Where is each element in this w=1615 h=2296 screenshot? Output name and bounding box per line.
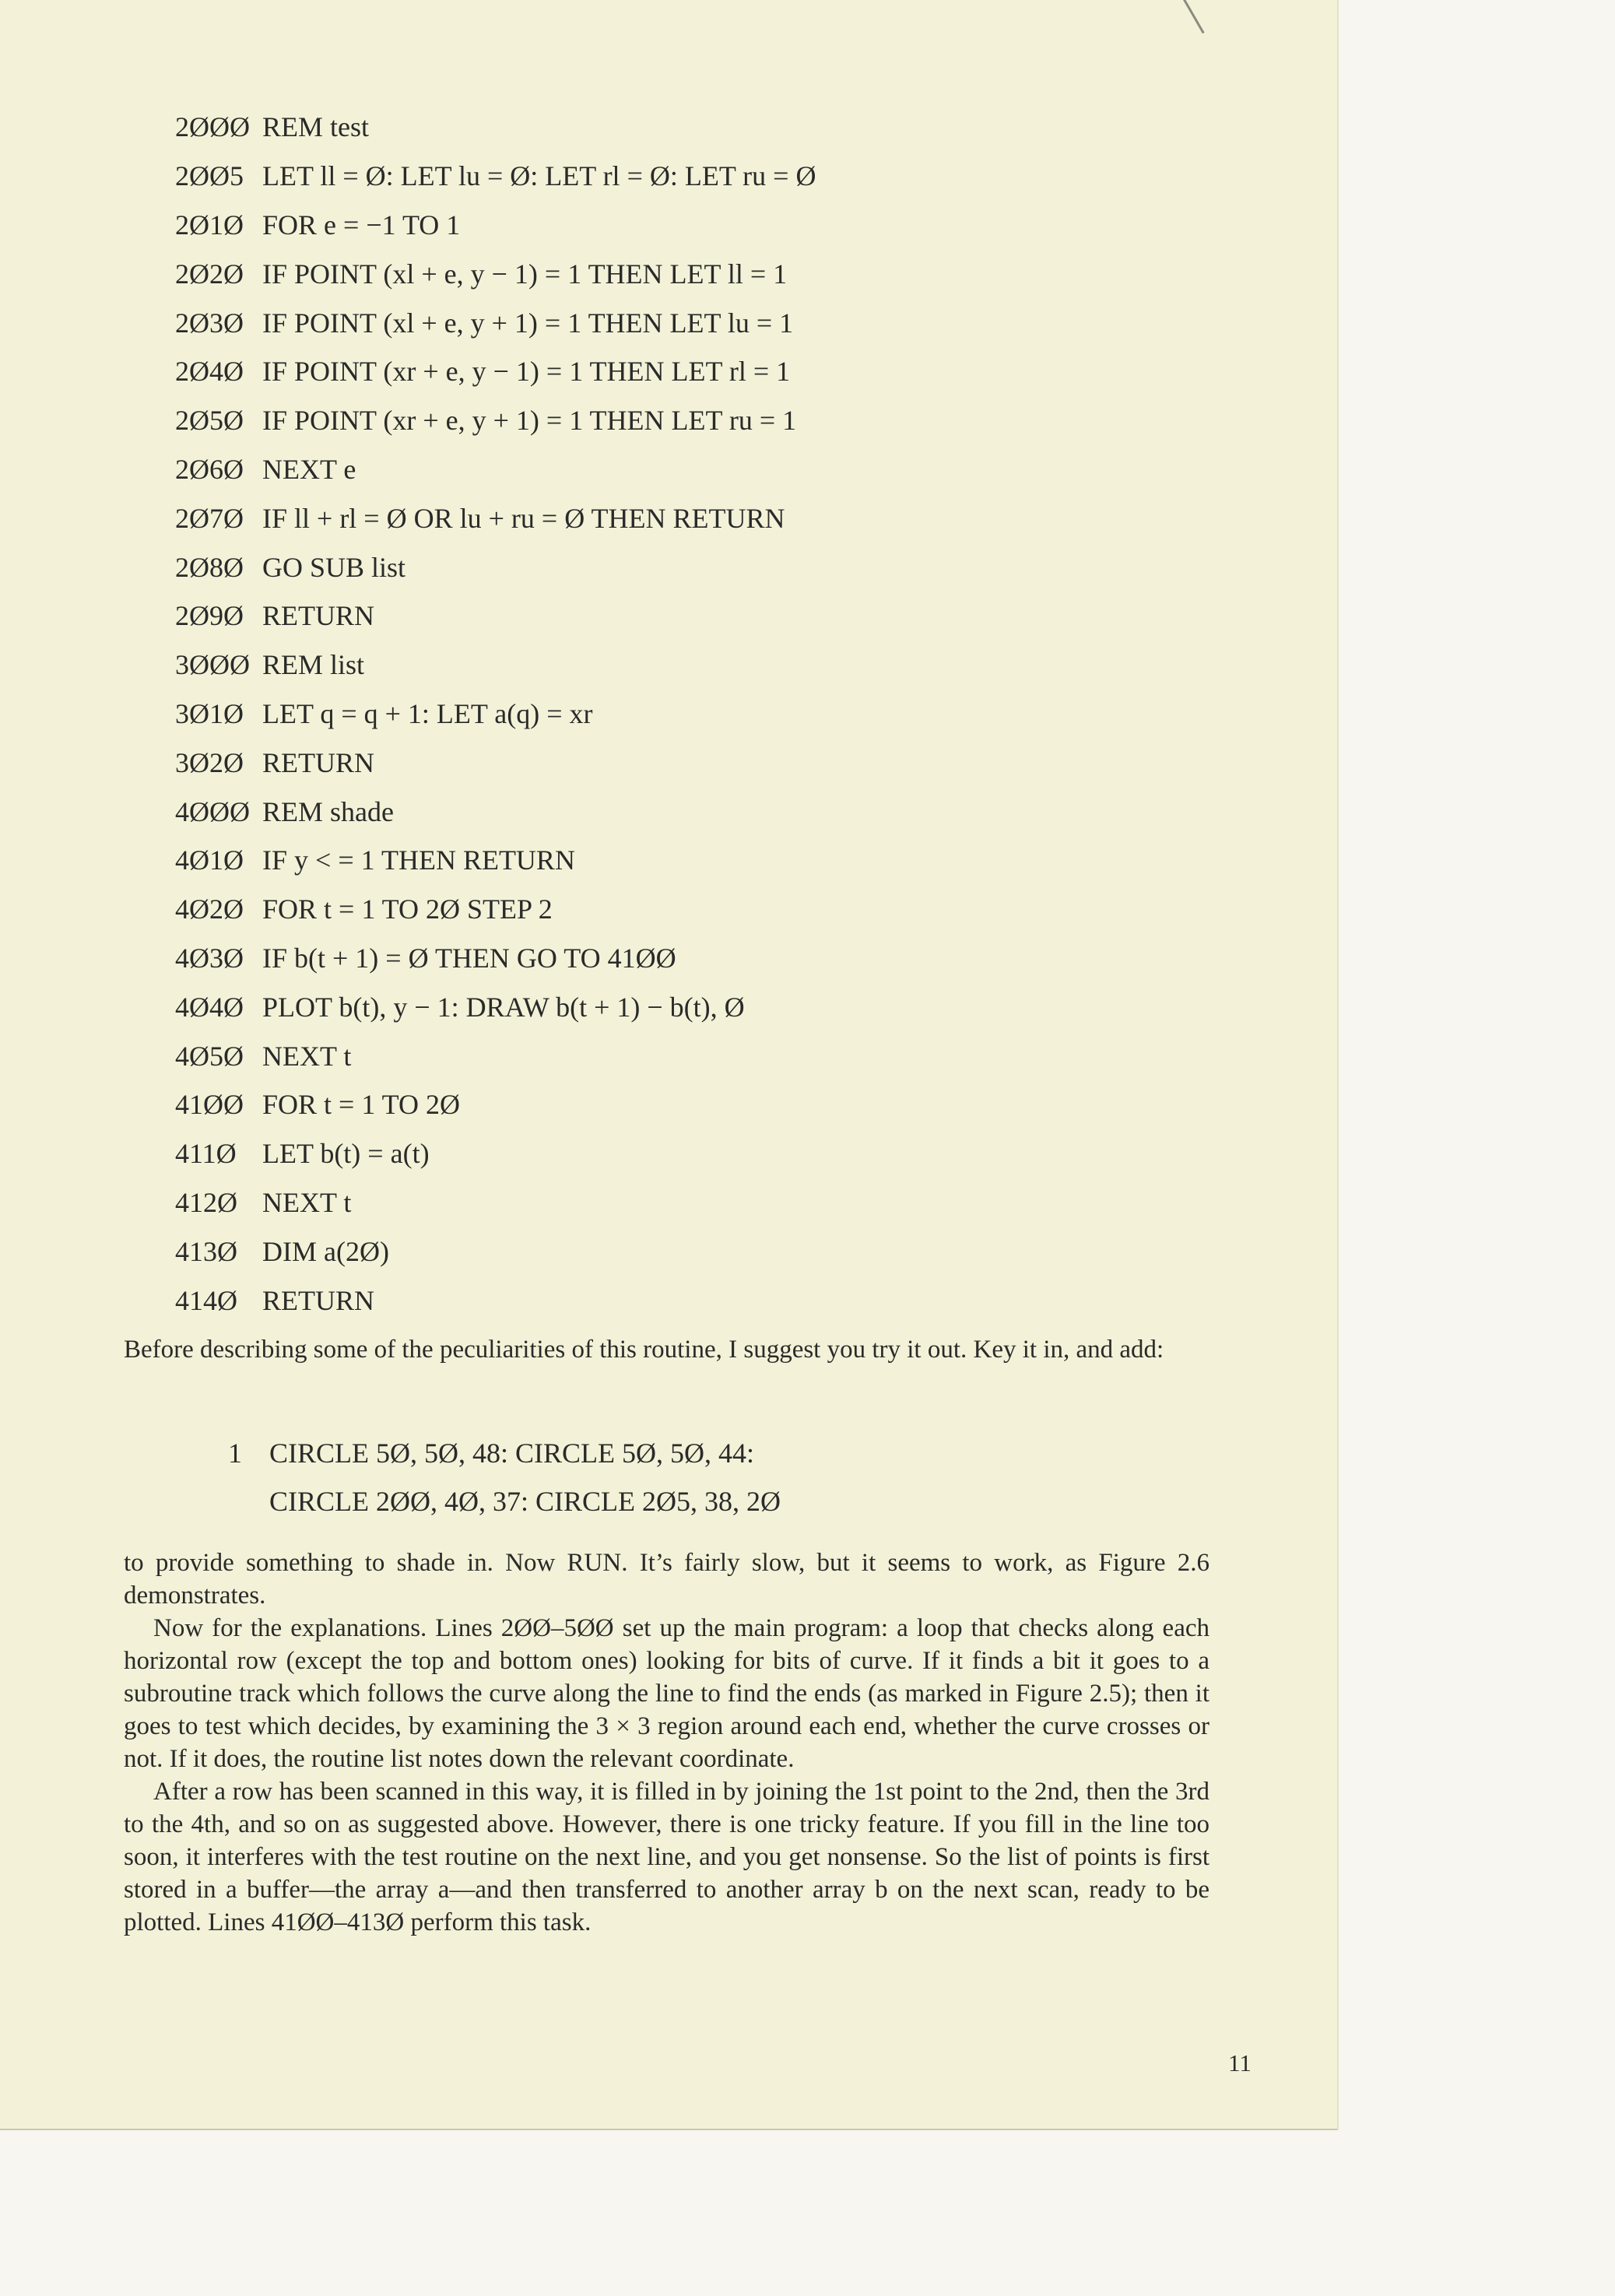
code-line xyxy=(175,787,816,836)
statement: RETURN xyxy=(262,600,374,632)
code-line xyxy=(175,396,816,445)
paragraph: Now for the explanations. Lines 2ØØ–5ØØ set up the main program: a loop that checks along each horizontal row (except the top and bottom ones) looking for bits of curve. If it finds a bit it goes to a subroutine track which follows the curve along the line to find the ends (as marked in Figure 2.5); then it goes to test which decides, by examining the 3 × 3 region around each end, whether the curve crosses or not. If it does, the routine list notes down the relevant coordinate. xyxy=(124,1614,1209,1773)
code-line xyxy=(175,542,816,592)
line-number: 4Ø1Ø xyxy=(175,844,244,876)
statement: REM test xyxy=(262,111,370,143)
statement: REM shade xyxy=(262,795,394,827)
code-line xyxy=(175,934,816,983)
example-line xyxy=(228,1429,781,1477)
statement: DIM a(2Ø) xyxy=(262,1235,389,1267)
code-line xyxy=(175,1227,816,1276)
statement: LET b(t) = a(t) xyxy=(262,1138,430,1170)
line-number: 4Ø5Ø xyxy=(175,1040,244,1072)
statement: IF POINT (xl + e, y + 1) = 1 THEN LET lu = 1 xyxy=(262,307,794,339)
code-line xyxy=(175,738,816,787)
code-line xyxy=(175,982,816,1031)
code-line xyxy=(175,885,816,934)
code-line xyxy=(175,445,816,494)
page-number: 11 xyxy=(1228,2049,1252,2077)
line-number: 4Ø2Ø xyxy=(175,893,244,925)
line-number: 2Ø9Ø xyxy=(175,600,244,632)
example-line-number: 1 xyxy=(228,1438,242,1469)
code-line xyxy=(175,836,816,885)
line-number: 2ØØØ xyxy=(175,111,250,143)
line-number: 412Ø xyxy=(175,1186,237,1218)
line-number: 4Ø3Ø xyxy=(175,942,244,974)
statement: PLOT b(t), y − 1: DRAW b(t + 1) − b(t), Ø xyxy=(262,991,745,1023)
line-number: 2ØØ5 xyxy=(175,160,244,192)
code-line xyxy=(175,347,816,396)
line-number: 2Ø8Ø xyxy=(175,551,244,583)
code-line xyxy=(175,1276,816,1325)
statement: GO SUB list xyxy=(262,551,406,583)
line-number: 414Ø xyxy=(175,1284,237,1316)
code-line xyxy=(175,1129,816,1178)
statement: FOR t = 1 TO 2Ø STEP 2 xyxy=(262,893,553,925)
code-line xyxy=(175,641,816,690)
basic-listing xyxy=(175,103,816,1325)
statement: LET q = q + 1: LET a(q) = xr xyxy=(262,697,593,729)
statement: NEXT e xyxy=(262,453,356,485)
line-number: 411Ø xyxy=(175,1138,237,1170)
line-number: 4Ø4Ø xyxy=(175,991,244,1023)
code-line xyxy=(175,1080,816,1129)
code-line xyxy=(175,298,816,347)
body-text xyxy=(124,1546,1209,1939)
line-number: 413Ø xyxy=(175,1235,237,1267)
code-line xyxy=(175,1031,816,1080)
line-number: 2Ø1Ø xyxy=(175,209,244,240)
statement: IF y < = 1 THEN RETURN xyxy=(262,844,575,876)
line-number: 3ØØØ xyxy=(175,649,250,681)
page-crease xyxy=(1183,0,1205,33)
paragraph: After a row has been scanned in this way, it is filled in by joining the 1st point to the 2nd, then the 3rd to the 4th, and so on as suggested above. However, there is one tricky feature. If you fill in the line too soon, it interferes with the test routine on the next line, and you get nonsense. So the list of points is first stored in a buffer—the array a—and then transferred to another array b on the next scan, ready to be plotted. Lines 41ØØ–413Ø perform this task. xyxy=(124,1778,1209,1936)
statement: IF POINT (xr + e, y − 1) = 1 THEN LET rl = 1 xyxy=(262,356,791,388)
statement: NEXT t xyxy=(262,1040,352,1072)
example-statement: CIRCLE 5Ø, 5Ø, 48: CIRCLE 5Ø, 5Ø, 44: xyxy=(269,1438,755,1469)
statement: RETURN xyxy=(262,1284,374,1316)
code-line xyxy=(175,493,816,542)
statement: FOR t = 1 TO 2Ø xyxy=(262,1089,461,1121)
line-number: 3Ø2Ø xyxy=(175,746,244,778)
code-line xyxy=(175,152,816,201)
line-number: 3Ø1Ø xyxy=(175,697,244,729)
line-number: 2Ø3Ø xyxy=(175,307,244,339)
code-line xyxy=(175,201,816,250)
statement: IF ll + rl = Ø OR lu + ru = Ø THEN RETURN xyxy=(262,502,785,534)
code-line xyxy=(175,1178,816,1227)
code-line xyxy=(175,592,816,641)
paragraph: to provide something to shade in. Now RUN. It’s fairly slow, but it seems to work, as Figure 2.6 demonstrates. xyxy=(124,1549,1209,1610)
statement: FOR e = −1 TO 1 xyxy=(262,209,461,240)
example-statement-continued: CIRCLE 2ØØ, 4Ø, 37: CIRCLE 2Ø5, 38, 2Ø xyxy=(269,1486,781,1517)
code-line xyxy=(175,690,816,739)
code-line xyxy=(175,103,816,152)
statement: RETURN xyxy=(262,746,374,778)
intro-paragraph: Before describing some of the peculiarities of this routine, I suggest you try it out. Key it in, and add: xyxy=(124,1336,1164,1364)
statement: IF b(t + 1) = Ø THEN GO TO 41ØØ xyxy=(262,942,676,974)
line-number: 2Ø4Ø xyxy=(175,356,244,388)
example-listing xyxy=(228,1429,781,1525)
example-line-continued xyxy=(228,1477,781,1525)
statement: IF POINT (xr + e, y + 1) = 1 THEN LET ru = 1 xyxy=(262,405,797,437)
line-number: 2Ø6Ø xyxy=(175,453,244,485)
intro-paragraph-block xyxy=(124,1333,1209,1366)
line-number: 41ØØ xyxy=(175,1089,244,1121)
statement: NEXT t xyxy=(262,1186,352,1218)
line-number: 4ØØØ xyxy=(175,795,250,827)
line-number: 2Ø5Ø xyxy=(175,405,244,437)
line-number: 2Ø2Ø xyxy=(175,258,244,290)
statement: IF POINT (xl + e, y − 1) = 1 THEN LET ll = 1 xyxy=(262,258,788,290)
statement: REM list xyxy=(262,649,365,681)
statement: LET ll = Ø: LET lu = Ø: LET rl = Ø: LET ru = Ø xyxy=(262,160,816,192)
line-number: 2Ø7Ø xyxy=(175,502,244,534)
code-line xyxy=(175,249,816,298)
